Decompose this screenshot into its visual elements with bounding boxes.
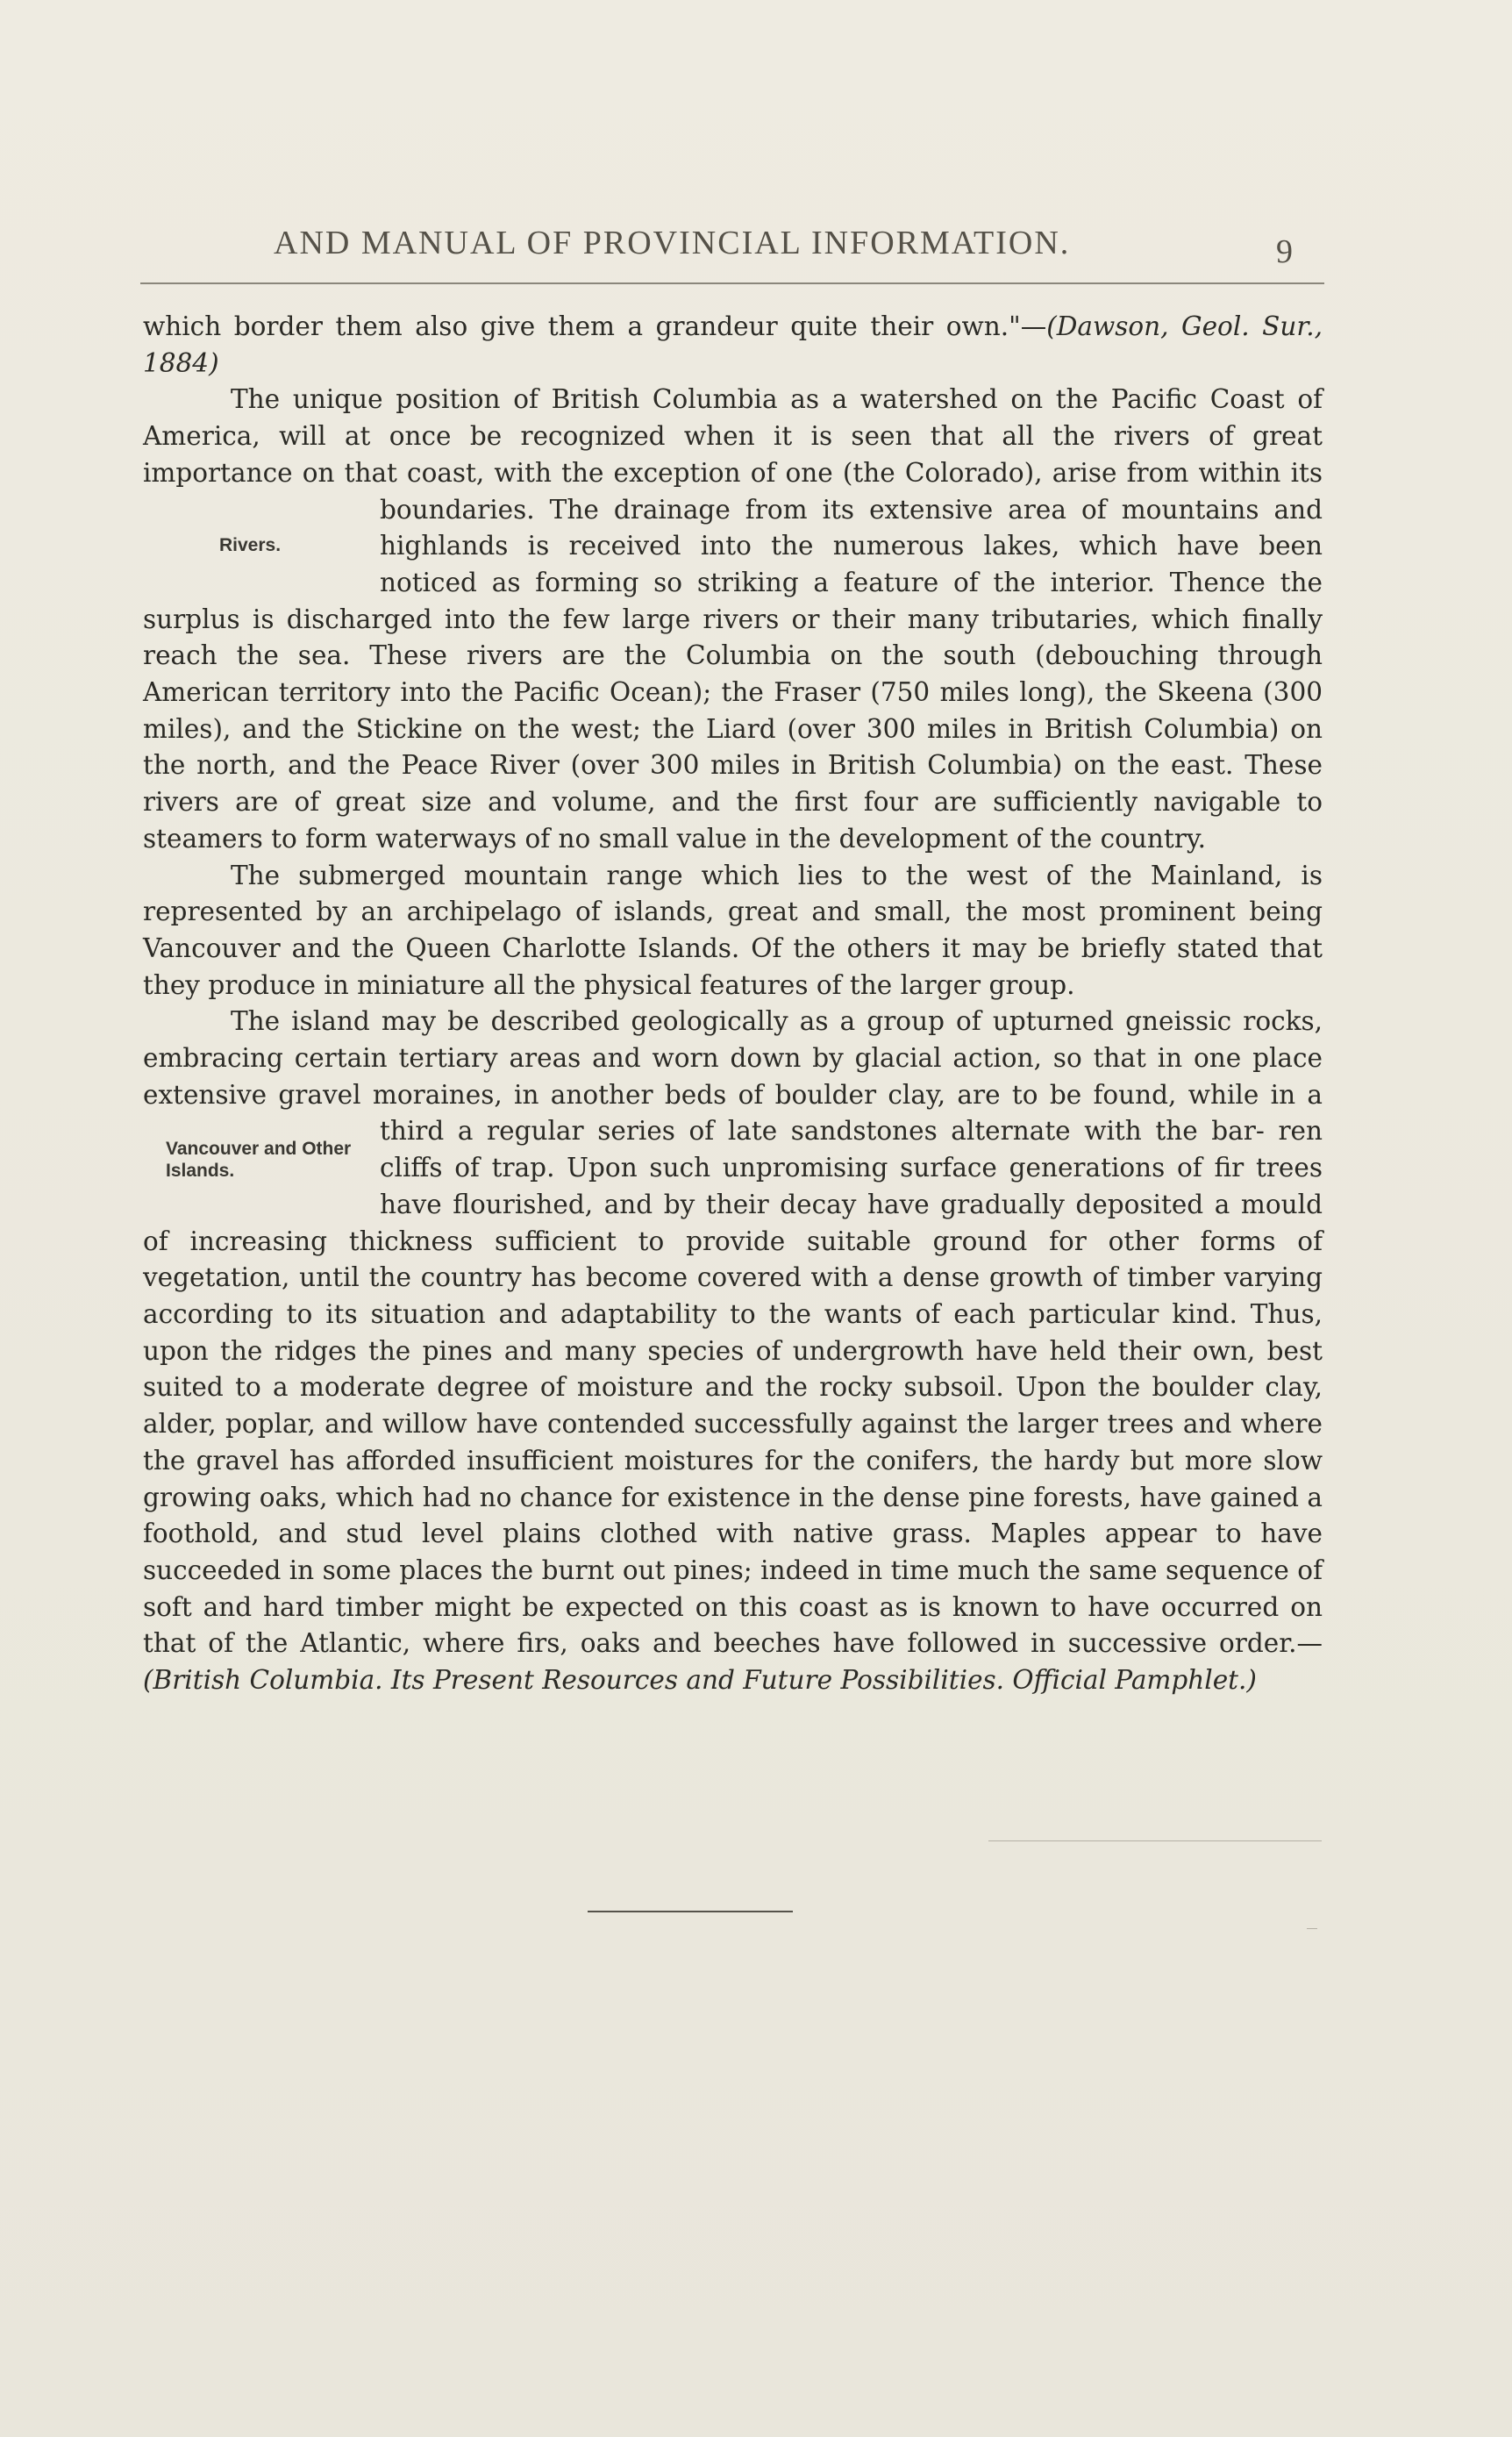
- body-text: [143, 309, 1323, 1699]
- page-number: 9: [1276, 233, 1294, 270]
- sidenote-vancouver: Vancouver and Other Islands.: [166, 1139, 352, 1182]
- header-rule: [140, 282, 1324, 284]
- faint-bleed-line: [988, 1840, 1322, 1841]
- sidenote-rivers: Rivers.: [219, 534, 282, 555]
- sidenote-rivers-area: [143, 492, 380, 602]
- running-title: AND MANUAL OF PROVINCIAL INFORMATION.: [274, 225, 1071, 261]
- paragraph-geology: [143, 1004, 1323, 1698]
- paragraph-watershed: [143, 382, 1323, 857]
- paragraph-quote-ending: [143, 309, 1323, 382]
- end-rule: [588, 1911, 793, 1912]
- geology-text-a: The island may be described geologically as a group of upturned gneissic rocks, embracing certain tertiary areas and worn down by glacial action, so that in one place extensive gravel moraines, in another beds of boulder clay, are to be found, while in a third a regular series of late sandstones alternate with the bar-: [143, 1006, 1323, 1147]
- geology-text-b: ren cliffs of trap. Upon such unpromising surface generations of fir trees have flourished, and by their decay have gradually deposited a mould of increasing thickness sufficient to provide suitable ground for other forms of vegetation, until the country has become covered with a dense growth of timber varying according to its situation and adaptability to the wants of each particular kind. Thus, upon the ridges the pines and many species of undergrowth have held their own, best suited to a moderate degree of moisture and the rocky subsoil. Upon the boulder clay, alder, poplar, and willow have contended successfully against the larger trees and where the gravel has afforded insufficient moistures for the conifers, the hardy but more slow growing oaks, which had no chance for existence in the dense pine forests, have gained a foothold, and stud level plains clothed with native grass. Maples appear to have succeeded in some places the burnt out pines; indeed in time much the same sequence of soft and hard timber might be expected on this coast as is known to have occurred on that of the Atlantic, where firs, oaks and beeches have followed in successive order.—: [143, 1116, 1323, 1659]
- watershed-text-b: and highlands is received into the numerous lakes, which have been noticed as forming so striking a feature of the interior. Thence the surplus is discharged into the few large rivers or their many tributaries, which finally reach the sea. These rivers are the Columbia on the south (debouching through American territory into the Pacific Ocean); the Fraser (750 miles long), the Skeena (300 miles), and the Stickine on the west; the Liard (over 300 miles in British Columbia) on the north, and the Peace River (over 300 miles in British Columbia) on the east. These rivers are of great size and volume, and the first four are sufficiently navigable to steamers to form waterways of no small value in the development of the country.: [143, 494, 1323, 854]
- citation-pamphlet: (British Columbia. Its Present Resources and Future Possibilities. Official Pamphlet.): [143, 1665, 1257, 1696]
- sidenote-vancouver-area: [143, 1113, 380, 1223]
- faint-mark: [1307, 1928, 1317, 1929]
- citation-dawson: (Dawson, Geol. Sur., 1884): [143, 311, 1323, 378]
- watershed-text-a: The unique position of British Columbia as a watershed on the Pacific Coast of America, will at once be recognized when it is seen that all the rivers of great importance on that coast, with the exception of one (the Colorado), arise from within its boundaries. The drainage from its extensive area of mountains: [143, 384, 1323, 525]
- paragraph-archipelago: The submerged mountain range which lies to the west of the Mainland, is represented by an archipelago of islands, great and small, the most prominent being Vancouver and the Queen Charlotte Islands. Of the others it may be briefly stated that they produce in miniature all the physical features of the larger group.: [143, 860, 1323, 1000]
- quote-text: which border them also give them a grandeur quite their own."—: [143, 311, 1047, 341]
